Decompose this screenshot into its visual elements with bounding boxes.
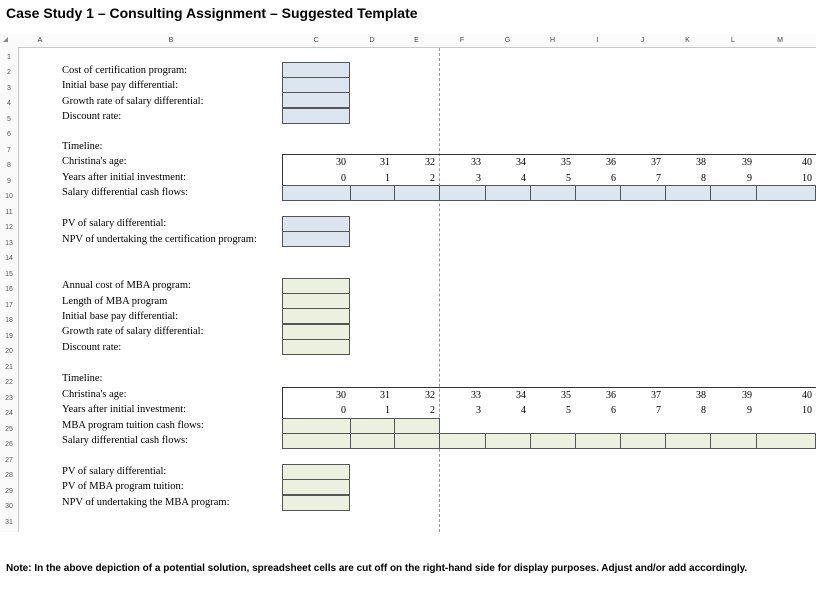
column-header-g[interactable]: G [504, 37, 511, 44]
timeline2-cashflow-cell[interactable] [394, 433, 440, 449]
timeline2-year-cell[interactable]: 0 [341, 405, 346, 416]
output-pv-salary-2[interactable] [282, 464, 350, 480]
timeline1-cashflow-cell[interactable] [756, 185, 816, 201]
label-salary-cash-flows-2: Salary differential cash flows: [62, 435, 189, 446]
timeline2-tuition-cell[interactable] [394, 418, 440, 434]
timeline1-year-cell[interactable]: 0 [341, 173, 346, 184]
input-discount-rate[interactable] [282, 108, 350, 124]
timeline1-cashflow-cell[interactable] [530, 185, 576, 201]
row-header[interactable]: 2 [7, 69, 11, 76]
label-salary-cash-flows: Salary differential cash flows: [62, 187, 189, 198]
label-tuition-cash-flows: MBA program tuition cash flows: [62, 420, 204, 431]
column-header-b[interactable]: B [168, 37, 174, 44]
input-length-mba[interactable] [282, 293, 350, 309]
timeline2-age-cell[interactable]: 39 [742, 390, 752, 401]
output-pv-tuition[interactable] [282, 479, 350, 495]
label-timeline-2: Timeline: [62, 373, 103, 384]
select-all-icon[interactable] [3, 37, 8, 42]
row-header[interactable]: 18 [5, 317, 13, 324]
page-break-line [439, 48, 440, 532]
output-npv-certification[interactable] [282, 231, 350, 247]
timeline2-cashflow-cell[interactable] [282, 433, 351, 449]
row-header[interactable]: 28 [5, 472, 13, 479]
timeline1-cashflow-cell[interactable] [620, 185, 666, 201]
row-header[interactable]: 9 [7, 178, 11, 185]
timeline2-cashflow-cell[interactable] [575, 433, 621, 449]
timeline1-year-cell[interactable]: 7 [656, 173, 661, 184]
timeline1-year-cell[interactable]: 1 [385, 173, 390, 184]
timeline1-year-cell[interactable]: 10 [802, 173, 812, 184]
label-years-after: Years after initial investment: [62, 172, 187, 183]
label-length-mba: Length of MBA program [62, 296, 168, 307]
timeline1-year-cell[interactable]: 2 [430, 173, 435, 184]
label-annual-cost-mba: Annual cost of MBA program: [62, 280, 191, 291]
output-pv-salary[interactable] [282, 216, 350, 232]
timeline2-age-cell[interactable]: 32 [425, 390, 435, 401]
row-header[interactable]: 5 [7, 116, 11, 123]
timeline1-year-cell[interactable]: 5 [566, 173, 571, 184]
label-pv-tuition: PV of MBA program tuition: [62, 481, 184, 492]
row-header[interactable]: 24 [5, 410, 13, 417]
timeline2-age-cell[interactable]: 38 [696, 390, 706, 401]
row-header[interactable]: 17 [5, 302, 13, 309]
input-annual-cost-mba[interactable] [282, 278, 350, 294]
column-header-f[interactable]: F [459, 37, 465, 44]
row-header[interactable]: 19 [5, 333, 13, 340]
timeline2-age-cell[interactable]: 33 [471, 390, 481, 401]
timeline1-cashflow-cell[interactable] [665, 185, 711, 201]
label-discount-rate-2: Discount rate: [62, 342, 122, 353]
label-growth-rate-2: Growth rate of salary differential: [62, 326, 204, 337]
timeline2-year-cell[interactable]: 9 [747, 405, 752, 416]
timeline2-year-cell[interactable]: 4 [521, 405, 526, 416]
timeline2-cashflow-cell[interactable] [756, 433, 816, 449]
timeline1-cashflow-cell[interactable] [394, 185, 440, 201]
row-header[interactable]: 25 [5, 426, 13, 433]
timeline2-year-cell[interactable]: 10 [802, 405, 812, 416]
row-header[interactable]: 13 [5, 240, 13, 247]
input-growth-rate[interactable] [282, 92, 350, 108]
column-header-j[interactable]: J [640, 37, 645, 44]
column-header-k[interactable]: K [685, 37, 690, 44]
row-header[interactable]: 4 [7, 100, 11, 107]
timeline1-year-cell[interactable]: 8 [701, 173, 706, 184]
timeline2-year-cell[interactable]: 8 [701, 405, 706, 416]
timeline2-cashflow-cell[interactable] [439, 433, 486, 449]
timeline2-age-cell[interactable]: 36 [606, 390, 616, 401]
timeline2-age-cell[interactable]: 37 [651, 390, 661, 401]
timeline2-tuition-cell[interactable] [282, 418, 351, 434]
timeline1-age-cell[interactable]: 40 [802, 157, 812, 168]
timeline2-age-cell[interactable]: 40 [802, 390, 812, 401]
page-title: Case Study 1 – Consulting Assignment – Suggested Template [6, 5, 418, 21]
column-header-m[interactable]: M [777, 37, 783, 44]
column-header-i[interactable]: I [596, 37, 599, 44]
row-header[interactable]: 6 [7, 131, 11, 138]
row-header[interactable]: 11 [5, 209, 13, 216]
timeline1-year-cell[interactable]: 3 [476, 173, 481, 184]
label-initial-base-pay-2: Initial base pay differential: [62, 311, 179, 322]
timeline2-age-cell[interactable]: 30 [336, 390, 346, 401]
input-discount-rate-2[interactable] [282, 339, 350, 355]
row-header[interactable]: 8 [7, 162, 11, 169]
label-initial-base-pay: Initial base pay differential: [62, 80, 179, 91]
timeline1-age-cell[interactable]: 37 [651, 157, 661, 168]
label-cost-certification: Cost of certification program: [62, 65, 188, 76]
column-header-d[interactable]: D [369, 37, 375, 44]
row-header[interactable]: 26 [5, 441, 13, 448]
timeline2-age-cell[interactable]: 35 [561, 390, 571, 401]
footnote: Note: In the above depiction of a potential solution, spreadsheet cells are cut off on the right-hand side for display purposes. Adjust and/or add accordingly. [6, 563, 748, 574]
column-header-h[interactable]: H [549, 37, 556, 44]
row-header[interactable]: 12 [5, 224, 13, 231]
timeline2-top-border [282, 387, 816, 388]
row-header[interactable]: 16 [5, 286, 13, 293]
label-timeline: Timeline: [62, 141, 103, 152]
row-header[interactable]: 20 [5, 348, 13, 355]
row-header[interactable]: 15 [5, 271, 13, 278]
timeline1-cashflow-cell[interactable] [350, 185, 395, 201]
timeline1-year-cell[interactable]: 4 [521, 173, 526, 184]
column-header-c[interactable]: C [313, 37, 319, 44]
column-header-e[interactable]: E [414, 37, 419, 44]
timeline2-cashflow-cell[interactable] [350, 433, 395, 449]
timeline2-tuition-cell[interactable] [350, 418, 395, 434]
timeline1-age-cell[interactable]: 39 [742, 157, 752, 168]
label-npv-certification: NPV of undertaking the certification program: [62, 234, 257, 245]
row-header[interactable]: 14 [5, 255, 13, 262]
row-header[interactable]: 30 [5, 503, 13, 510]
label-christina-age: Christina's age: [62, 156, 127, 167]
timeline1-top-border [282, 154, 816, 155]
timeline2-cashflow-cell[interactable] [710, 433, 757, 449]
label-pv-salary: PV of salary differential: [62, 218, 167, 229]
row-header[interactable]: 23 [5, 395, 13, 402]
timeline1-cashflow-cell[interactable] [575, 185, 621, 201]
timeline1-age-cell[interactable]: 33 [471, 157, 481, 168]
input-initial-base-pay[interactable] [282, 77, 350, 93]
timeline2-year-cell[interactable]: 1 [385, 405, 390, 416]
timeline1-age-cell[interactable]: 34 [516, 157, 526, 168]
timeline1-cashflow-cell[interactable] [439, 185, 486, 201]
timeline2-age-cell[interactable]: 31 [380, 390, 390, 401]
timeline1-age-cell[interactable]: 36 [606, 157, 616, 168]
output-npv-mba[interactable] [282, 495, 350, 511]
row-header[interactable]: 31 [5, 519, 13, 526]
row-header[interactable]: 10 [5, 193, 13, 200]
timeline1-cashflow-cell[interactable] [282, 185, 351, 201]
timeline2-age-cell[interactable]: 34 [516, 390, 526, 401]
label-npv-mba: NPV of undertaking the MBA program: [62, 497, 230, 508]
column-header-l[interactable]: L [731, 37, 735, 44]
label-christina-age-2: Christina's age: [62, 389, 127, 400]
label-years-after-2: Years after initial investment: [62, 404, 187, 415]
label-growth-rate: Growth rate of salary differential: [62, 96, 204, 107]
row-header[interactable]: 29 [5, 488, 13, 495]
timeline1-age-cell[interactable]: 35 [561, 157, 571, 168]
row-header[interactable]: 3 [7, 85, 11, 92]
timeline2-cashflow-cell[interactable] [530, 433, 576, 449]
timeline1-year-cell[interactable]: 9 [747, 173, 752, 184]
input-initial-base-pay-2[interactable] [282, 308, 350, 324]
input-growth-rate-2[interactable] [282, 324, 350, 340]
timeline2-year-cell[interactable]: 7 [656, 405, 661, 416]
timeline2-cashflow-cell[interactable] [665, 433, 711, 449]
timeline1-age-cell[interactable]: 38 [696, 157, 706, 168]
timeline1-cashflow-cell[interactable] [710, 185, 757, 201]
timeline2-cashflow-cell[interactable] [485, 433, 531, 449]
timeline1-age-cell[interactable]: 32 [425, 157, 435, 168]
timeline1-age-cell[interactable]: 31 [380, 157, 390, 168]
timeline2-year-cell[interactable]: 3 [476, 405, 481, 416]
timeline1-year-cell[interactable]: 6 [611, 173, 616, 184]
timeline2-year-cell[interactable]: 6 [611, 405, 616, 416]
timeline2-year-cell[interactable]: 5 [566, 405, 571, 416]
row-header[interactable]: 21 [5, 364, 13, 371]
timeline1-age-cell[interactable]: 30 [336, 157, 346, 168]
row-header[interactable]: 7 [7, 147, 11, 154]
timeline2-cashflow-cell[interactable] [620, 433, 666, 449]
spreadsheet[interactable] [0, 34, 816, 534]
timeline2-year-cell[interactable]: 2 [430, 405, 435, 416]
column-header-a[interactable]: A [37, 37, 43, 44]
row-header[interactable]: 27 [5, 457, 13, 464]
label-discount-rate: Discount rate: [62, 111, 122, 122]
label-pv-salary-2: PV of salary differential: [62, 466, 167, 477]
row-header[interactable]: 22 [5, 379, 13, 386]
input-cost-certification[interactable] [282, 62, 350, 78]
row-header[interactable]: 1 [7, 54, 11, 61]
timeline1-cashflow-cell[interactable] [485, 185, 531, 201]
